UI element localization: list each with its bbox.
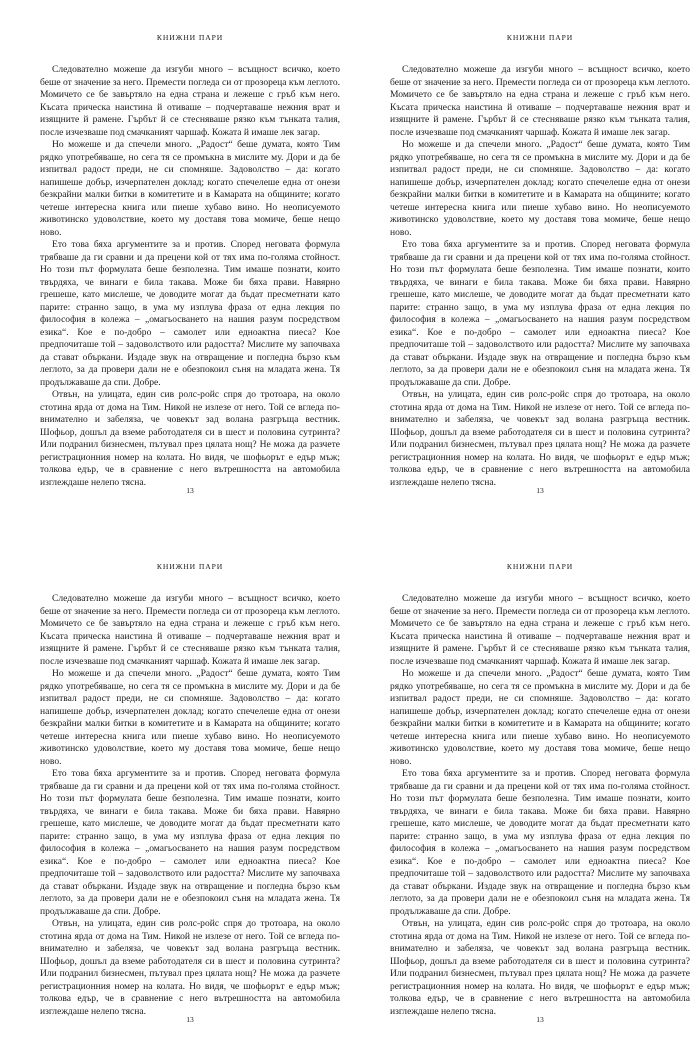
paragraph: Но можеше и да спечели много. „Радост“ беше думата, която Тим рядко употребяваше, но сега тя се промъкна в мислите му. Дори и да бе изпитвал радост преди, не си спомняше. Задоволство – да: когато напишеше добър, изчерпателен доклад; когато спечелеше една от онези безкрайни малки битки в комитетите и в Камарата на общините; когато четеше интересна книга или пиеше хубаво вино. Но неописуемото животинско удоволствие, което му доставя това момиче, беше нещо ново. bbox=[390, 139, 690, 238]
paragraph: Следователно можеше да изгуби много – всъщност всичко, което беше от значение за него. Премести погледа си от прозореца към леглото. Момичето се бе завъртяло на една страна и лежеше с гръб към него. Късата прическа наистина й отиваше – подчертаваше нежния врат и изящните й рамене. Гърбът й се стесняваше рязко към тънката талия, после изчезваше под смачканият чаршаф. Кожата й имаше лек загар. bbox=[390, 64, 690, 138]
paragraph: Отвън, на улицата, един сив ролс-ройс спря до тротоара, на около стотина ярда от дома на Тим. Никой не излезе от него. Той се вгледа по-внимателно и забеляза, че човекът зад волана разгръща вестник. Шофьор, дошъл да вземе работодателя си в шест и половина сутринта? Или подранил бизнесмен, пътувал през цялата нощ? Не можа да разчете регистрационния номер на колата. Но видя, че шофьорът е едър мъж; толкова едър, че в сравнение с него вътрешността на автомобила изглеждаше нелепо тясна. bbox=[390, 389, 690, 488]
book-page-bottom-right bbox=[390, 562, 690, 1032]
paragraph: Отвън, на улицата, един сив ролс-ройс спря до тротоара, на около стотина ярда от дома на Тим. Никой не излезе от него. Той се вгледа по-внимателно и забеляза, че човекът зад волана разгръща вестник. Шофьор, дошъл да вземе работодателя си в шест и половина сутринта? Или подранил бизнесмен, пътувал през цялата нощ? Не можа да разчете регистрационния номер на колата. Но видя, че шофьорът е едър мъж; толкова едър, че в сравнение с него вътрешността на автомобила изглеждаше нелепо тясна. bbox=[40, 389, 340, 488]
page-number: 13 bbox=[536, 1015, 544, 1024]
page-body bbox=[390, 64, 690, 489]
running-head: КНИЖНИ ПАРИ bbox=[156, 562, 224, 571]
paragraph: Но можеше и да спечели много. „Радост“ беше думата, която Тим рядко употребяваше, но сега тя се промъкна в мислите му. Дори и да бе изпитвал радост преди, не си спомняше. Задоволство – да: когато напишеше добър, изчерпателен доклад; когато спечелеше една от онези безкрайни малки битки в комитетите и в Камарата на общините; когато четеше интересна книга или пиеше хубаво вино. Но неописуемото животинско удоволствие, което му доставя това момиче, беше нещо ново. bbox=[40, 139, 340, 238]
paragraph: Но можеше и да спечели много. „Радост“ беше думата, която Тим рядко употребяваше, но сега тя се промъкна в мислите му. Дори и да бе изпитвал радост преди, не си спомняше. Задоволство – да: когато напишеше добър, изчерпателен доклад; когато спечелеше една от онези безкрайни малки битки в комитетите и в Камарата на общините; когато четеше интересна книга или пиеше хубаво вино. Но неописуемото животинско удоволствие, което му доставя това момиче, беше нещо ново. bbox=[40, 668, 340, 767]
paragraph: Ето това бяха аргументите за и против. Според неговата формула трябваше да ги сравни и да прецени кой от тях има по-голяма стойност. Но този път формулата беше безполезна. Тим имаше познати, които твърдяха, че винаги е била такава. Може би бяха прави. Навярно грешеше, като мислеше, че доводите могат да бъдат пресметнати като парите: странно защо, в ума му изплува фраза от една лекция по философия в колежа – „омагьосването на нашия разум посредством езика“. Кое е по-добро – самолет или едноактна пиеса? Кое предпочиташе той – задоволството или радостта? Мислите му започваха да стават объркани. Издаде звук на отвращение и погледна бързо към леглото, за да провери дали не е обезпокоил съня на младата жена. Тя продължаваше да спи. Добре. bbox=[40, 768, 340, 917]
running-head: КНИЖНИ ПАРИ bbox=[506, 33, 574, 42]
paragraph: Но можеше и да спечели много. „Радост“ беше думата, която Тим рядко употребяваше, но сега тя се промъкна в мислите му. Дори и да бе изпитвал радост преди, не си спомняше. Задоволство – да: когато напишеше добър, изчерпателен доклад; когато спечелеше една от онези безкрайни малки битки в комитетите и в Камарата на общините; когато четеше интересна книга или пиеше хубаво вино. Но неописуемото животинско удоволствие, което му доставя това момиче, беше нещо ново. bbox=[390, 668, 690, 767]
page-body bbox=[40, 64, 340, 489]
paragraph: Ето това бяха аргументите за и против. Според неговата формула трябваше да ги сравни и да прецени кой от тях има по-голяма стойност. Но този път формулата беше безполезна. Тим имаше познати, които твърдяха, че винаги е била такава. Може би бяха прави. Навярно грешеше, като мислеше, че доводите могат да бъдат пресметнати като парите: странно защо, в ума му изплува фраза от една лекция по философия в колежа – „омагьосването на нашия разум посредством езика“. Кое е по-добро – самолет или едноактна пиеса? Кое предпочиташе той – задоволството или радостта? Мислите му започваха да стават объркани. Издаде звук на отвращение и погледна бързо към леглото, за да провери дали не е обезпокоил съня на младата жена. Тя продължаваше да спи. Добре. bbox=[390, 239, 690, 388]
paragraph: Ето това бяха аргументите за и против. Според неговата формула трябваше да ги сравни и да прецени кой от тях има по-голяма стойност. Но този път формулата беше безполезна. Тим имаше познати, които твърдяха, че винаги е била такава. Може би бяха прави. Навярно грешеше, като мислеше, че доводите могат да бъдат пресметнати като парите: странно защо, в ума му изплува фраза от една лекция по философия в колежа – „омагьосването на нашия разум посредством езика“. Кое е по-добро – самолет или едноактна пиеса? Кое предпочиташе той – задоволството или радостта? Мислите му започваха да стават объркани. Издаде звук на отвращение и погледна бързо към леглото, за да провери дали не е обезпокоил съня на младата жена. Тя продължаваше да спи. Добре. bbox=[390, 768, 690, 917]
running-head: КНИЖНИ ПАРИ bbox=[156, 33, 224, 42]
book-page-top-left bbox=[40, 33, 340, 503]
page-number: 13 bbox=[536, 486, 544, 495]
paragraph: Следователно можеше да изгуби много – всъщност всичко, което беше от значение за него. Премести погледа си от прозореца към леглото. Момичето се бе завъртяло на една страна и лежеше с гръб към него. Късата прическа наистина й отиваше – подчертаваше нежния врат и изящните й рамене. Гърбът й се стесняваше рязко към тънката талия, после изчезваше под смачканият чаршаф. Кожата й имаше лек загар. bbox=[40, 64, 340, 138]
paragraph: Отвън, на улицата, един сив ролс-ройс спря до тротоара, на около стотина ярда от дома на Тим. Никой не излезе от него. Той се вгледа по-внимателно и забеляза, че човекът зад волана разгръща вестник. Шофьор, дошъл да вземе работодателя си в шест и половина сутринта? Или подранил бизнесмен, пътувал през цялата нощ? Не можа да разчете регистрационния номер на колата. Но видя, че шофьорът е едър мъж; толкова едър, че в сравнение с него вътрешността на автомобила изглеждаше нелепо тясна. bbox=[390, 918, 690, 1017]
page-body bbox=[40, 593, 340, 1018]
book-page-bottom-left bbox=[40, 562, 340, 1032]
paragraph: Отвън, на улицата, един сив ролс-ройс спря до тротоара, на около стотина ярда от дома на Тим. Никой не излезе от него. Той се вгледа по-внимателно и забеляза, че човекът зад волана разгръща вестник. Шофьор, дошъл да вземе работодателя си в шест и половина сутринта? Или подранил бизнесмен, пътувал през цялата нощ? Не можа да разчете регистрационния номер на колата. Но видя, че шофьорът е едър мъж; толкова едър, че в сравнение с него вътрешността на автомобила изглеждаше нелепо тясна. bbox=[40, 918, 340, 1017]
page-number: 13 bbox=[186, 486, 194, 495]
paragraph: Следователно можеше да изгуби много – всъщност всичко, което беше от значение за него. Премести погледа си от прозореца към леглото. Момичето се бе завъртяло на една страна и лежеше с гръб към него. Късата прическа наистина й отиваше – подчертаваше нежния врат и изящните й рамене. Гърбът й се стесняваше рязко към тънката талия, после изчезваше под смачканият чаршаф. Кожата й имаше лек загар. bbox=[390, 593, 690, 667]
page-body bbox=[390, 593, 690, 1018]
paragraph: Следователно можеше да изгуби много – всъщност всичко, което беше от значение за него. Премести погледа си от прозореца към леглото. Момичето се бе завъртяло на една страна и лежеше с гръб към него. Късата прическа наистина й отиваше – подчертаваше нежния врат и изящните й рамене. Гърбът й се стесняваше рязко към тънката талия, после изчезваше под смачканият чаршаф. Кожата й имаше лек загар. bbox=[40, 593, 340, 667]
paragraph: Ето това бяха аргументите за и против. Според неговата формула трябваше да ги сравни и да прецени кой от тях има по-голяма стойност. Но този път формулата беше безполезна. Тим имаше познати, които твърдяха, че винаги е била такава. Може би бяха прави. Навярно грешеше, като мислеше, че доводите могат да бъдат пресметнати като парите: странно защо, в ума му изплува фраза от една лекция по философия в колежа – „омагьосването на нашия разум посредством езика“. Кое е по-добро – самолет или едноактна пиеса? Кое предпочиташе той – задоволството или радостта? Мислите му започваха да стават объркани. Издаде звук на отвращение и погледна бързо към леглото, за да провери дали не е обезпокоил съня на младата жена. Тя продължаваше да спи. Добре. bbox=[40, 239, 340, 388]
running-head: КНИЖНИ ПАРИ bbox=[506, 562, 574, 571]
page-number: 13 bbox=[186, 1015, 194, 1024]
book-page-top-right bbox=[390, 33, 690, 503]
